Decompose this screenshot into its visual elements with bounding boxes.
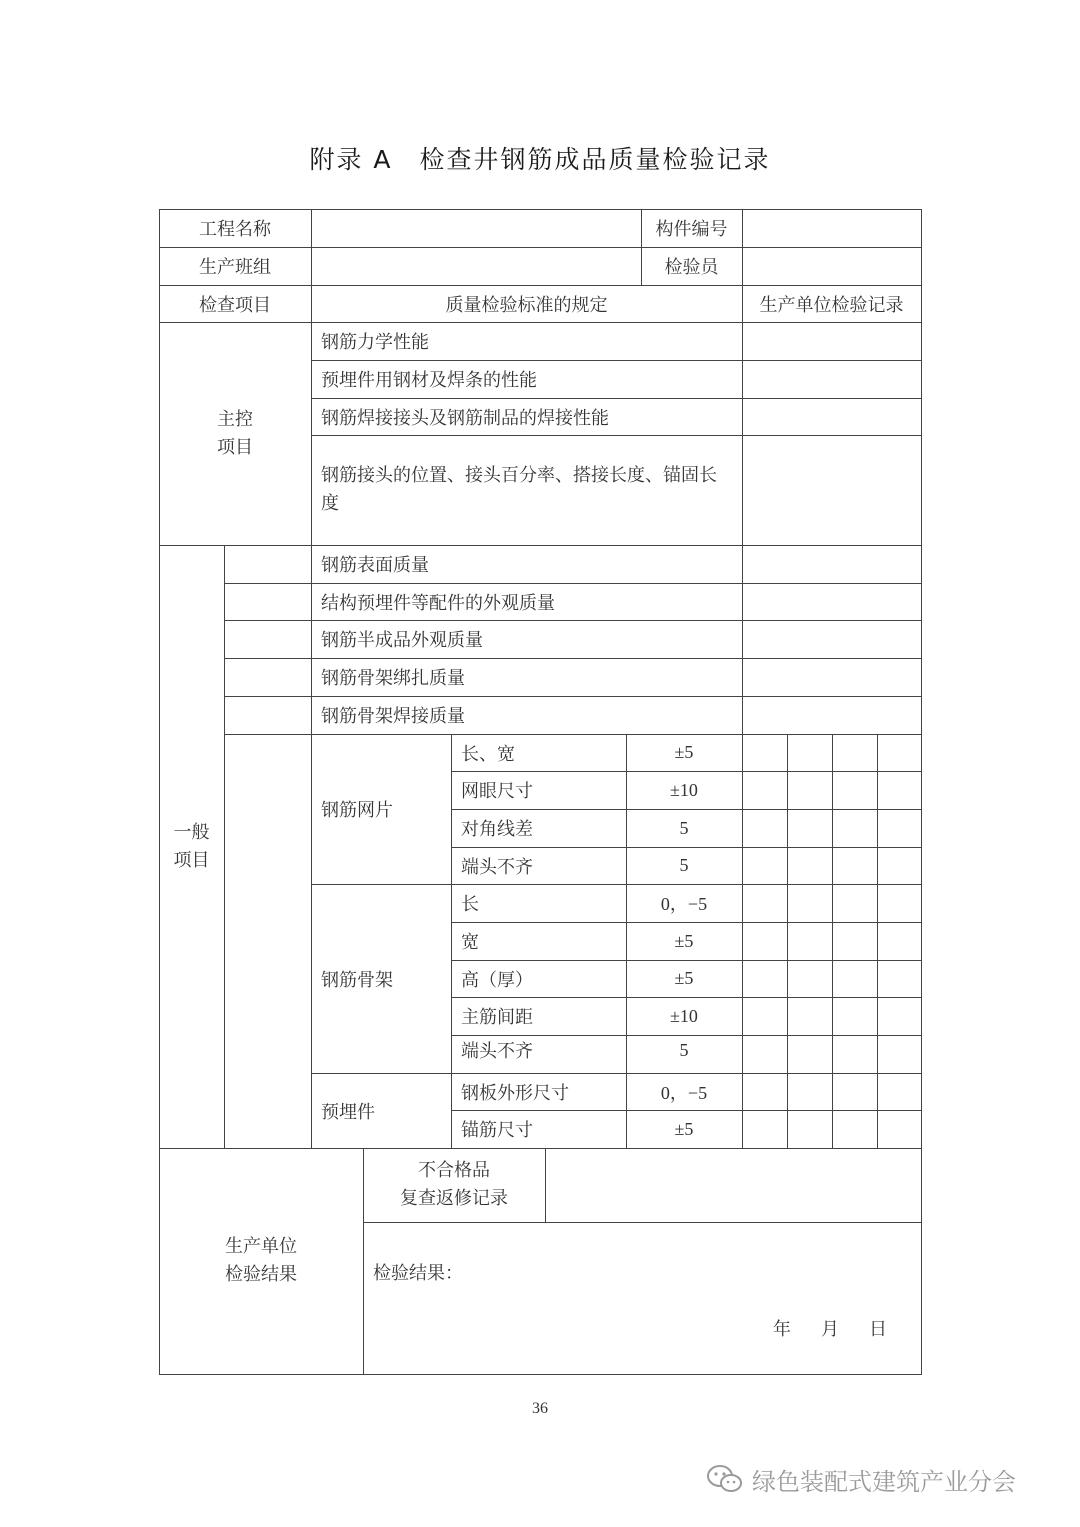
page-title: 附录 A 检查井钢筋成品质量检验记录 <box>309 145 771 174</box>
record-cell[interactable] <box>742 322 921 360</box>
watermark-text: 绿色装配式建筑产业分会 <box>752 1467 1016 1496</box>
standard-column-header: 质量检验标准的规定 <box>445 294 608 316</box>
tolerance-value: ±5 <box>674 742 694 762</box>
main-item: 钢筋焊接接头及钢筋制品的焊接性能 <box>321 407 609 429</box>
main-item: 预埋件用钢材及焊条的性能 <box>321 370 537 391</box>
main-item: 钢筋接头的位置、接头百分率、搭接长度、锚固长 度 <box>321 465 717 514</box>
record-column-header: 生产单位检验记录 <box>759 294 904 316</box>
team-field[interactable] <box>311 247 641 285</box>
tolerance-item: 端头不齐 <box>461 1041 533 1062</box>
tolerance-value: ±5 <box>674 1118 694 1139</box>
reject-record-field[interactable] <box>545 1148 921 1222</box>
tolerance-item: 网眼尺寸 <box>461 781 533 802</box>
general-item: 钢筋骨架绑扎质量 <box>321 668 465 689</box>
general-item: 结构预埋件等配件的外观质量 <box>321 592 555 614</box>
result-section-label: 生产单位 检验结果 <box>225 1236 297 1285</box>
tolerance-value: ±5 <box>674 968 694 988</box>
record-cell[interactable] <box>742 360 921 398</box>
tolerance-item: 锚筋尺寸 <box>461 1120 533 1141</box>
result-text-label: 检验结果： <box>373 1263 463 1284</box>
tolerance-value: 5 <box>679 817 689 838</box>
tolerance-value: ±10 <box>670 779 698 800</box>
date-year-label: 年 <box>773 1319 791 1340</box>
general-item: 钢筋表面质量 <box>321 555 429 576</box>
general-item: 钢筋骨架焊接质量 <box>321 706 465 727</box>
record-cell[interactable] <box>742 435 921 545</box>
group-name-mesh: 钢筋网片 <box>321 800 393 821</box>
reject-record-label: 不合格品 复查返修记录 <box>400 1160 508 1209</box>
page-number: 36 <box>532 1400 548 1417</box>
inspector-field[interactable] <box>742 247 921 285</box>
tolerance-value: 5 <box>679 855 689 875</box>
team-label: 生产班组 <box>199 257 271 278</box>
record-cell[interactable] <box>742 398 921 435</box>
tolerance-value: ±5 <box>674 930 694 951</box>
project-name-label: 工程名称 <box>199 219 271 240</box>
group-name-cage: 钢筋骨架 <box>321 969 393 991</box>
main-control-label: 主控 项目 <box>217 408 253 458</box>
tolerance-item: 高（厚） <box>461 969 533 991</box>
group-name-embedded: 预埋件 <box>321 1101 375 1123</box>
watermark <box>706 1462 1016 1496</box>
project-name-field[interactable] <box>311 209 641 247</box>
tolerance-item: 对角线差 <box>461 819 533 840</box>
item-column-header: 检查项目 <box>199 294 271 316</box>
tolerance-item: 宽 <box>461 932 479 953</box>
general-label: 一般 项目 <box>173 821 210 871</box>
tolerance-item: 长 <box>461 894 479 915</box>
tolerance-value: ±10 <box>670 1005 698 1026</box>
tolerance-value: 5 <box>679 1039 689 1060</box>
tolerance-value: 0，−5 <box>660 1082 708 1103</box>
tolerance-item: 钢板外形尺寸 <box>461 1082 569 1104</box>
wechat-icon <box>706 1464 744 1494</box>
component-no-field[interactable] <box>742 209 921 247</box>
main-item: 钢筋力学性能 <box>321 332 429 353</box>
date-day-label: 日 <box>869 1319 887 1340</box>
tolerance-item: 长、宽 <box>461 743 515 765</box>
tolerance-item: 端头不齐 <box>461 856 533 878</box>
tolerance-value: 0，−5 <box>660 894 708 914</box>
general-item: 钢筋半成品外观质量 <box>321 630 483 651</box>
tolerance-item: 主筋间距 <box>461 1007 533 1028</box>
inspector-label: 检验员 <box>664 257 719 278</box>
component-no-label: 构件编号 <box>655 219 728 240</box>
date-month-label: 月 <box>821 1319 839 1340</box>
